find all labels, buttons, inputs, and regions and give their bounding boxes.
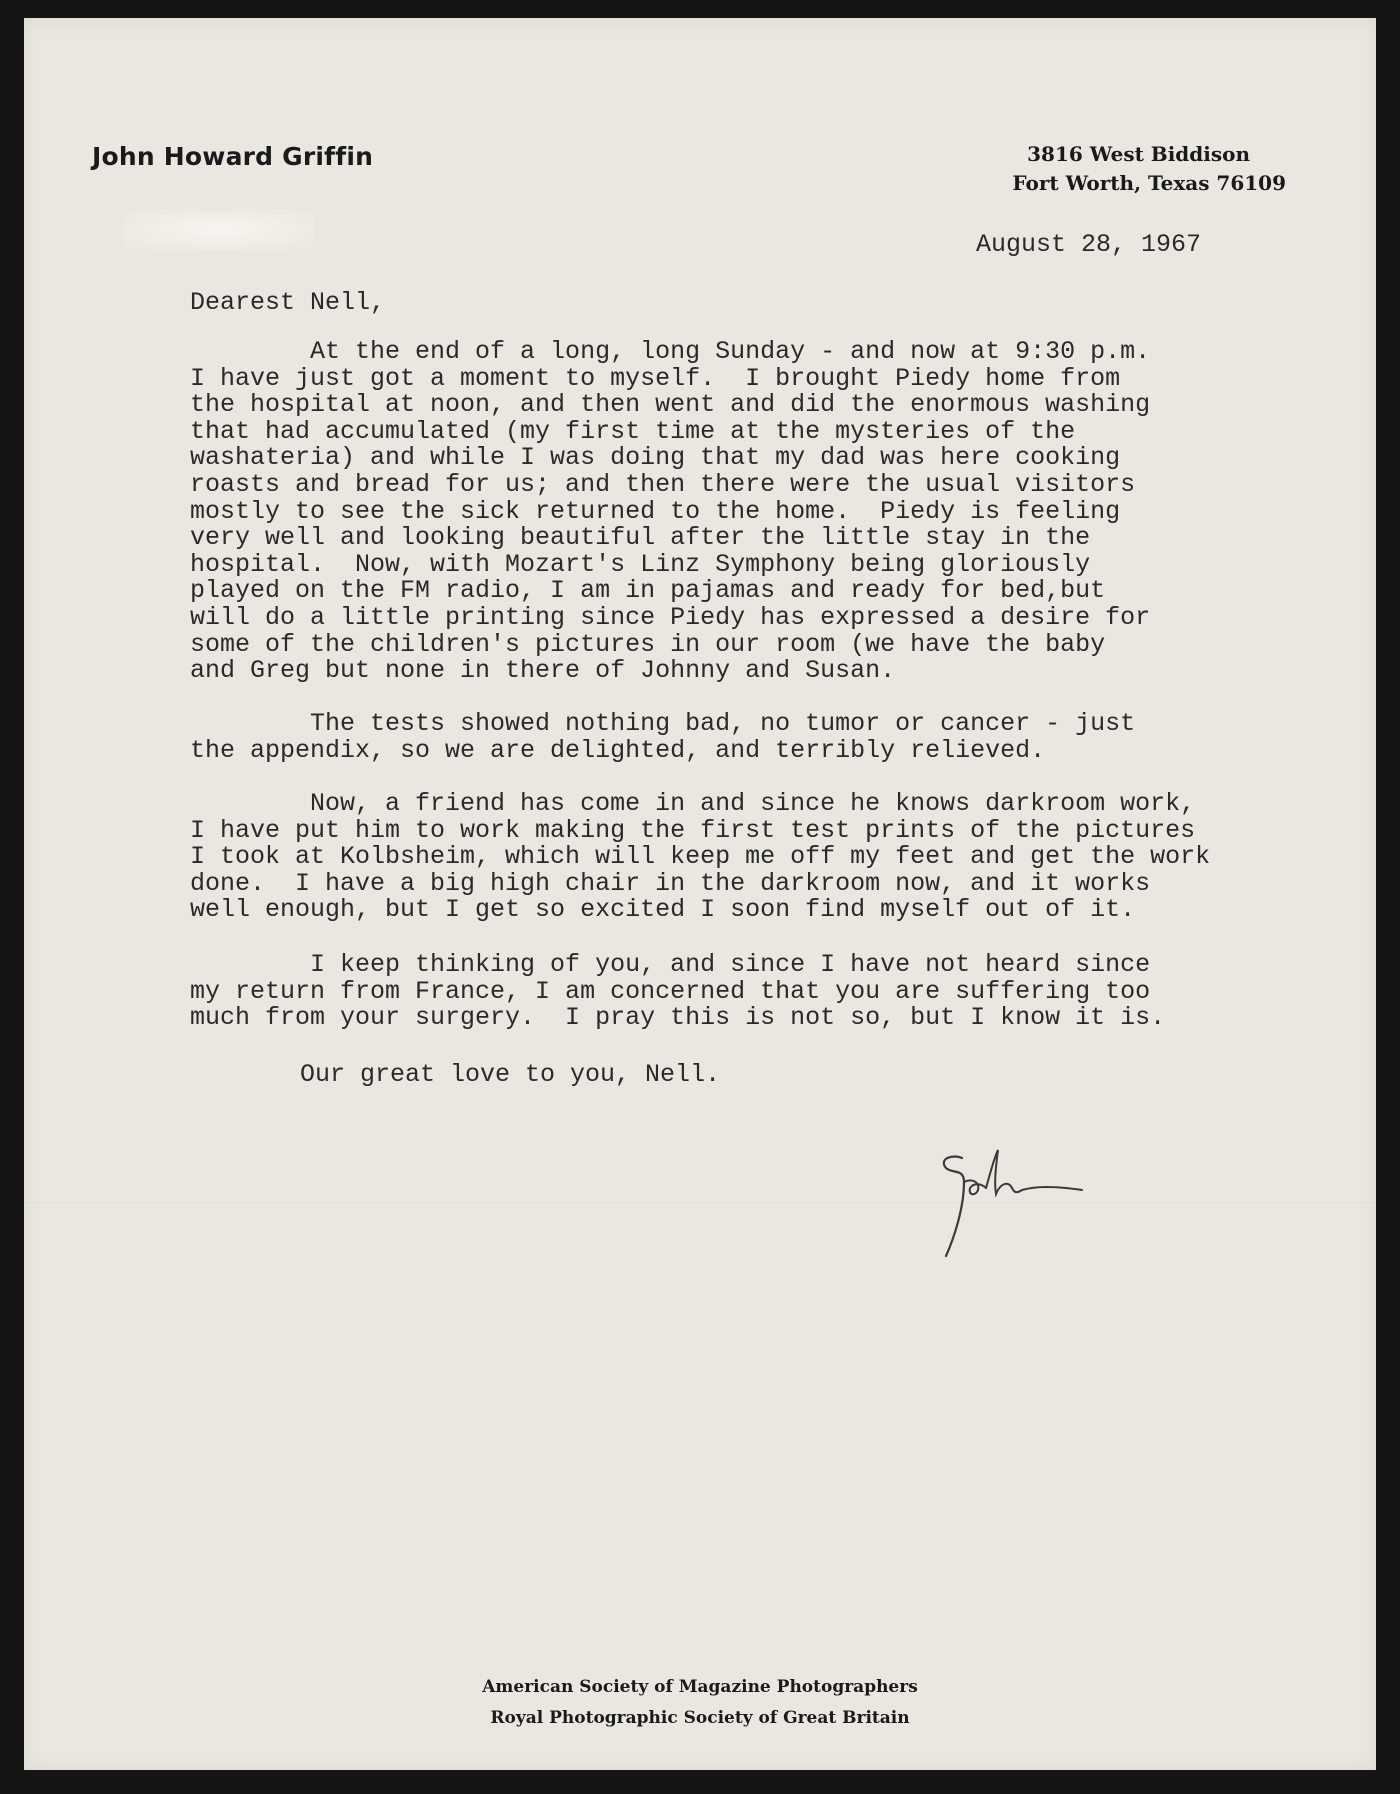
letterhead-address [1012, 140, 1286, 198]
closing-line: Our great love to you, Nell. [300, 1060, 721, 1089]
paragraph-1: At the end of a long, long Sunday - and now at 9:30 p.m. I have just got a moment to myself. I brought Piedy home from the hospital at noon, and then went and did the enormous washing that had accumulated (my first time at the mysteries of the washateria) and while I was doing that my dad was here cooking roasts and bread for us; and then there were the usual visitors mostly to see the sick returned to the home. Piedy is feeling very well and looking beautiful after the little stay in the hospital. Now, with Mozart's Linz Symphony being gloriously played on the FM radio, I am in pajamas and ready for bed,but will do a little printing since Piedy has expressed a desire for some of the children's pictures in our room (we have the baby and Greg but none in there of Johnny and Susan. [190, 337, 1151, 686]
salutation: Dearest Nell, [190, 288, 386, 317]
paper-fold [24, 1203, 1376, 1205]
address-street: 3816 West Biddison [1027, 142, 1250, 166]
letter-page [24, 18, 1376, 1770]
letterhead-name: John Howard Griffin [92, 142, 374, 171]
paragraph-2: The tests showed nothing bad, no tumor or cancer - just the appendix, so we are delighted, and terribly relieved. [190, 709, 1136, 765]
address-city: Fort Worth, Texas 76109 [1012, 171, 1286, 195]
letterhead-footer [24, 1672, 1376, 1734]
paragraph-3: Now, a friend has come in and since he knows darkroom work, I have put him to work making the first test prints of the pictures I took at Kolbsheim, which will keep me off my feet and get the work done. I have a big high chair in the darkroom now, and it works well enough, but I get so excited I soon find myself out of it. [190, 789, 1211, 925]
handwritten-signature [924, 1138, 1094, 1258]
paper-smudge [124, 210, 314, 250]
paragraph-4: I keep thinking of you, and since I have not heard since my return from France, I am concerned that you are suffering too much from your surgery. I pray this is not so, but I know it is. [190, 950, 1166, 1033]
footer-affiliation-2: Royal Photographic Society of Great Britain [490, 1708, 910, 1728]
footer-affiliation-1: American Society of Magazine Photographers [482, 1677, 918, 1697]
letter-date: August 28, 1967 [976, 230, 1202, 259]
